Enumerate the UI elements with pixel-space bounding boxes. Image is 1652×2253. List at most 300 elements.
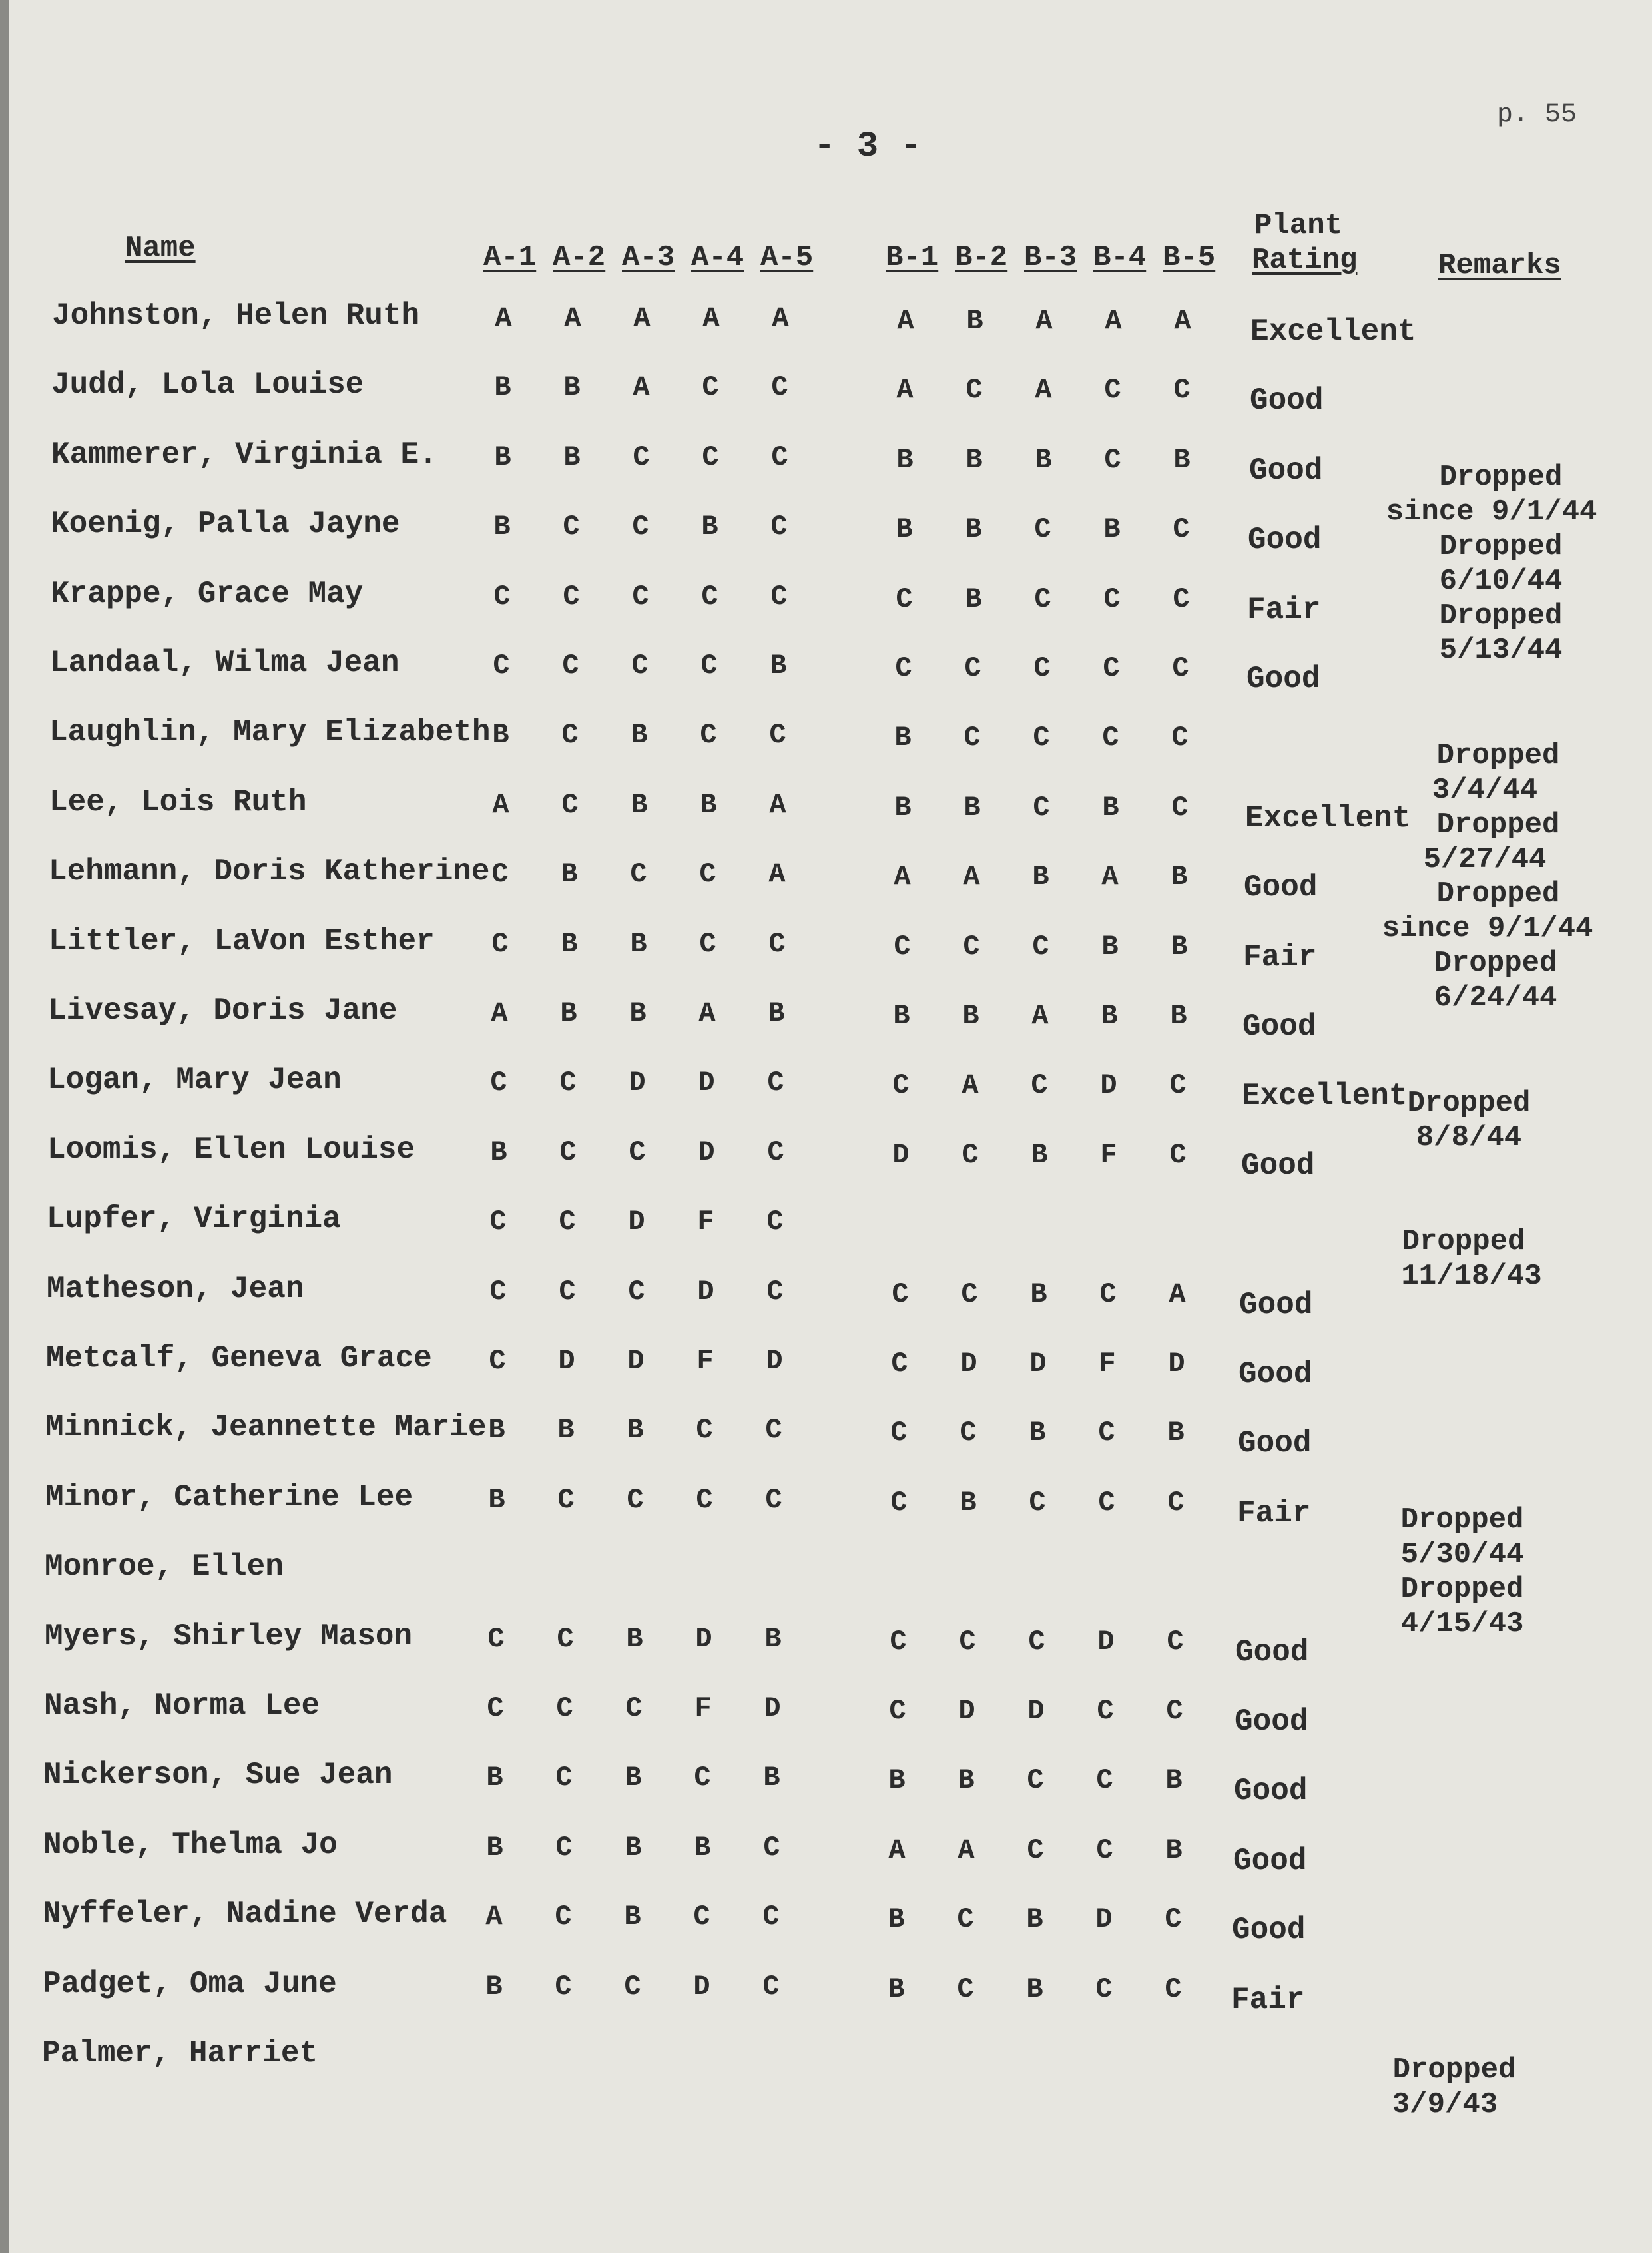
student-name: Nickerson, Sue Jean [43, 1758, 393, 1792]
grade-a2: C [559, 1276, 576, 1308]
grade-a3: C [631, 650, 649, 682]
grade-a1: C [489, 1276, 507, 1308]
grade-a5: A [769, 789, 786, 821]
grade-b2: B [965, 583, 982, 615]
student-name: Koenig, Palla Jayne [51, 507, 400, 541]
grade-b2: A [958, 1834, 975, 1866]
remark-line: Dropped [1436, 808, 1560, 842]
grade-b3: C [1033, 792, 1050, 824]
header-b2: B-2 [955, 241, 1008, 274]
grade-a3: A [633, 302, 651, 334]
remark-line: Dropped [1407, 1087, 1531, 1120]
remark-line: Dropped [1400, 1503, 1524, 1537]
grade-a3: C [624, 1971, 641, 2003]
remark-line: Dropped [1439, 599, 1563, 632]
grade-b2: C [965, 374, 983, 406]
grade-a1: C [490, 1067, 507, 1099]
grade-b3: D [1027, 1695, 1045, 1727]
grade-a1: B [488, 1484, 505, 1516]
grade-a1: B [494, 372, 511, 403]
grade-b1: B [896, 444, 914, 476]
grade-a1: A [492, 789, 509, 821]
header-a3: A-3 [622, 241, 675, 274]
grade-b4: D [1097, 1626, 1115, 1658]
grade-a1: B [486, 1762, 503, 1794]
grade-b2: A [963, 861, 980, 893]
grade-b1: C [896, 583, 913, 615]
grade-b5: B [1173, 444, 1191, 476]
grade-a1: B [492, 719, 509, 751]
remark-line: 8/8/44 [1416, 1121, 1522, 1154]
grade-b4: B [1102, 792, 1119, 824]
grade-b3: B [1035, 444, 1052, 476]
grade-b1: B [888, 1973, 905, 2005]
grade-b3: B [1026, 1973, 1043, 2005]
remark-line: 11/18/43 [1401, 1260, 1542, 1293]
grade-a2: C [556, 1692, 573, 1724]
grade-a1: B [494, 441, 511, 473]
grade-b5: C [1171, 792, 1189, 824]
grade-b4: C [1099, 1278, 1117, 1310]
grade-a2: C [555, 1762, 573, 1794]
grade-b5: C [1173, 374, 1191, 406]
grade-a2: C [557, 1623, 574, 1655]
grade-b1: C [895, 652, 912, 684]
grade-a3: C [627, 1484, 644, 1516]
plant-rating: Good [1244, 870, 1318, 905]
grade-b3: C [1028, 1626, 1045, 1658]
header-b3: B-3 [1024, 241, 1077, 274]
grade-b4: C [1097, 1695, 1114, 1727]
grade-b2: C [960, 1417, 977, 1449]
grade-a3: D [627, 1345, 645, 1377]
remark-line: 5/27/44 [1423, 843, 1547, 876]
grade-b5: A [1169, 1278, 1186, 1310]
plant-rating: Good [1241, 1148, 1315, 1183]
remark-line: 6/10/44 [1439, 565, 1563, 598]
student-name: Krappe, Grace May [51, 577, 364, 611]
grade-b4: D [1095, 1903, 1113, 1935]
grade-b4: C [1098, 1417, 1115, 1449]
grade-a4: C [702, 372, 719, 403]
student-name: Minor, Catherine Lee [45, 1480, 413, 1515]
grade-b2: C [964, 722, 981, 754]
student-name: Nash, Norma Lee [44, 1688, 320, 1723]
grade-b4: C [1098, 1487, 1115, 1519]
grade-a5: C [766, 1276, 784, 1308]
grade-b5: C [1166, 1695, 1183, 1727]
grade-a2: C [555, 1971, 572, 2003]
grade-b3: B [1032, 861, 1049, 893]
plant-rating: Excellent [1250, 314, 1416, 349]
grade-a3: B [625, 1832, 642, 1864]
grade-a3: C [629, 1136, 646, 1168]
grade-b2: B [965, 444, 983, 476]
grade-a5: B [768, 997, 785, 1029]
grade-a3: C [630, 858, 647, 890]
grade-a5: D [766, 1345, 783, 1377]
remark-line: Dropped [1392, 2053, 1516, 2087]
grade-b3: B [1029, 1417, 1046, 1449]
plant-rating: Fair [1247, 593, 1321, 627]
grade-a4: C [699, 928, 716, 960]
grade-a5: C [765, 1484, 782, 1516]
header-remarks: Remarks [1438, 249, 1561, 282]
grade-b4: A [1105, 305, 1122, 337]
grade-b1: C [892, 1278, 909, 1310]
grade-b4: B [1101, 931, 1119, 963]
grade-b2: B [966, 305, 983, 337]
student-name: Logan, Mary Jean [47, 1063, 342, 1097]
grade-a5: C [771, 441, 788, 473]
header-a4: A-4 [691, 241, 744, 274]
grade-b1: C [889, 1695, 906, 1727]
plant-rating: Excellent [1242, 1079, 1408, 1113]
grade-a4: C [701, 581, 718, 613]
grade-b1: C [890, 1626, 907, 1658]
grade-a5: C [762, 1901, 780, 1933]
grade-b1: B [894, 792, 912, 824]
grade-a3: D [628, 1206, 645, 1238]
grade-b5: D [1168, 1348, 1185, 1379]
plant-rating: Good [1248, 523, 1322, 557]
plant-rating: Good [1242, 1009, 1316, 1044]
grade-b3: C [1034, 513, 1051, 545]
grade-a3: C [628, 1276, 645, 1308]
grade-b5: C [1169, 1069, 1187, 1101]
grade-a2: B [561, 858, 578, 890]
plant-rating: Good [1235, 1704, 1308, 1739]
student-name: Johnston, Helen Ruth [52, 298, 420, 333]
grade-b5: B [1165, 1764, 1183, 1796]
remark-line: Dropped [1434, 947, 1557, 980]
plant-rating: Good [1249, 453, 1323, 488]
remark-line: 5/13/44 [1439, 634, 1563, 667]
grade-a4: C [699, 858, 716, 890]
grade-a2: C [563, 581, 580, 613]
grade-b1: B [894, 722, 912, 754]
grade-b2: D [960, 1348, 977, 1379]
grade-a4: B [701, 511, 718, 543]
header-a1: A-1 [483, 241, 537, 274]
grade-b2: B [965, 513, 982, 545]
grade-a3: B [630, 928, 647, 960]
grade-b2: A [962, 1069, 979, 1101]
grade-b3: A [1031, 1000, 1049, 1032]
grade-b4: C [1096, 1764, 1113, 1796]
grade-b5: B [1171, 861, 1188, 893]
grade-b4: F [1099, 1348, 1116, 1379]
grade-a2: B [563, 441, 581, 473]
header-b4: B-4 [1093, 241, 1147, 274]
student-name: Loomis, Ellen Louise [47, 1132, 415, 1167]
page-reference: p. 55 [1497, 100, 1577, 130]
plant-rating: Good [1246, 662, 1320, 696]
plant-rating: Fair [1243, 940, 1317, 975]
grade-b3: D [1029, 1348, 1047, 1379]
grade-b1: A [894, 861, 911, 893]
plant-rating: Good [1238, 1426, 1312, 1461]
grade-a5: C [763, 1832, 780, 1864]
grade-a1: C [487, 1623, 505, 1655]
grade-b2: C [961, 1278, 978, 1310]
grade-b4: B [1103, 513, 1121, 545]
remark-line: Dropped [1436, 739, 1560, 772]
grade-b3: C [1029, 1487, 1046, 1519]
plant-rating: Good [1235, 1635, 1309, 1670]
grade-a2: D [558, 1345, 575, 1377]
grade-a4: D [698, 1067, 715, 1099]
remark-line: since 9/1/44 [1386, 495, 1597, 529]
grade-a5: C [771, 372, 788, 403]
grade-a4: C [700, 719, 717, 751]
grade-a4: C [693, 1901, 710, 1933]
grade-a4: A [698, 997, 716, 1029]
remark-line: 5/30/44 [1400, 1538, 1524, 1571]
grade-a2: C [557, 1484, 575, 1516]
grade-a1: B [485, 1971, 503, 2003]
grade-a1: A [495, 302, 512, 334]
grade-b2: C [962, 1139, 979, 1171]
grade-b5: B [1170, 1000, 1187, 1032]
grade-a2: C [562, 650, 579, 682]
grade-a1: C [487, 1692, 504, 1724]
grade-b2: B [964, 792, 981, 824]
student-name: Lupfer, Virginia [47, 1202, 341, 1236]
grade-b5: C [1173, 583, 1190, 615]
grade-b3: B [1030, 1278, 1047, 1310]
plant-rating: Good [1232, 1913, 1306, 1947]
student-name: Lehmann, Doris Katherine [49, 854, 490, 889]
grade-a3: C [632, 581, 649, 613]
grade-b5: C [1165, 1973, 1182, 2005]
grade-a5: C [762, 1971, 780, 2003]
grade-a1: A [485, 1901, 503, 1933]
grade-a4: F [694, 1692, 712, 1724]
grade-a5: B [763, 1762, 780, 1794]
student-name: Livesay, Doris Jane [48, 993, 398, 1028]
grade-a2: B [557, 1414, 575, 1446]
plant-rating: Good [1234, 1774, 1308, 1808]
grade-b2: C [963, 931, 980, 963]
remark-line: Dropped [1436, 877, 1560, 911]
grade-a5: A [768, 858, 786, 890]
grade-a5: C [770, 511, 788, 543]
grade-b5: C [1171, 722, 1189, 754]
grade-a3: B [624, 1901, 641, 1933]
grade-a2: C [559, 1067, 577, 1099]
plant-rating: Fair [1237, 1496, 1311, 1531]
grade-a4: D [697, 1276, 714, 1308]
remark-line: Dropped [1439, 530, 1563, 563]
plant-rating: Good [1233, 1844, 1307, 1878]
student-name: Landaal, Wilma Jean [50, 646, 400, 680]
grade-a1: B [493, 511, 511, 543]
grade-b3: A [1035, 374, 1052, 406]
grade-b3: C [1033, 722, 1050, 754]
header-a2: A-2 [553, 241, 606, 274]
grade-b1: B [896, 513, 913, 545]
grade-b2: D [958, 1695, 975, 1727]
grade-a5: C [766, 1206, 784, 1238]
grade-b1: C [890, 1417, 908, 1449]
grade-a3: B [627, 1414, 644, 1446]
plant-rating: Excellent [1245, 801, 1411, 836]
grade-a3: B [631, 719, 648, 751]
grade-b5: A [1174, 305, 1191, 337]
grade-a2: B [563, 372, 581, 403]
grade-a4: C [702, 441, 719, 473]
grade-a5: C [767, 1136, 784, 1168]
grade-a3: C [632, 511, 649, 543]
grade-b5: C [1165, 1903, 1182, 1935]
grade-a1: B [488, 1414, 505, 1446]
grade-b5: C [1169, 1139, 1187, 1171]
grade-b5: C [1167, 1487, 1185, 1519]
grade-b2: B [960, 1487, 977, 1519]
student-name: Metcalf, Geneva Grace [46, 1341, 432, 1376]
grade-b2: C [957, 1903, 974, 1935]
header-b5: B-5 [1163, 241, 1216, 274]
grade-b2: C [959, 1626, 976, 1658]
grade-b3: C [1032, 931, 1049, 963]
grade-b5: C [1172, 652, 1189, 684]
grade-a4: C [696, 1484, 713, 1516]
grade-a4: C [700, 650, 718, 682]
remark-line: Dropped [1439, 461, 1563, 494]
grade-a1: C [491, 928, 509, 960]
page-number: - 3 - [814, 126, 922, 167]
student-name: Minnick, Jeannette Marie [45, 1410, 487, 1445]
plant-rating: Fair [1231, 1983, 1305, 2017]
grade-b3: C [1027, 1834, 1044, 1866]
grade-a4: A [702, 302, 720, 334]
grade-b5: B [1167, 1417, 1185, 1449]
grade-a1: A [491, 997, 508, 1029]
grade-a2: C [563, 511, 580, 543]
grade-a5: C [767, 1067, 784, 1099]
grade-a5: B [770, 650, 787, 682]
grade-a2: C [555, 1832, 573, 1864]
grade-b5: C [1173, 513, 1190, 545]
grade-a3: A [633, 372, 650, 403]
student-name: Nyffeler, Nadine Verda [43, 1897, 447, 1931]
grade-a5: C [769, 719, 786, 751]
grade-b4: C [1104, 444, 1121, 476]
grade-b3: C [1034, 583, 1051, 615]
student-name: Myers, Shirley Mason [45, 1619, 413, 1654]
header-b1: B-1 [886, 241, 939, 274]
grade-b2: C [957, 1973, 974, 2005]
grade-b2: B [962, 1000, 979, 1032]
header-rating: Rating [1252, 244, 1358, 277]
grade-b3: C [1033, 652, 1051, 684]
grade-b4: C [1095, 1973, 1113, 2005]
remark-line: 6/24/44 [1434, 981, 1557, 1015]
grade-a2: C [555, 1901, 572, 1933]
plant-rating: Good [1250, 383, 1324, 418]
student-name: Monroe, Ellen [45, 1549, 284, 1584]
student-name: Padget, Oma June [43, 1967, 337, 2001]
grade-a2: B [560, 997, 577, 1029]
grade-a5: C [770, 581, 788, 613]
grade-b1: A [896, 374, 914, 406]
plant-rating: Good [1239, 1288, 1313, 1322]
student-name: Kammerer, Virginia E. [51, 437, 437, 472]
grade-b1: B [893, 1000, 910, 1032]
student-name: Noble, Thelma Jo [43, 1828, 338, 1862]
grade-b4: A [1101, 861, 1119, 893]
grade-a2: C [561, 719, 579, 751]
student-name: Lee, Lois Ruth [49, 785, 307, 820]
student-name: Littler, LaVon Esther [49, 924, 435, 959]
grade-a2: C [559, 1206, 576, 1238]
grade-b4: C [1096, 1834, 1113, 1866]
grade-b4: C [1103, 583, 1121, 615]
grade-b1: B [888, 1764, 906, 1796]
remark-line: 4/15/43 [1400, 1607, 1524, 1640]
grade-b1: C [894, 931, 911, 963]
grade-b4: C [1102, 722, 1119, 754]
grade-b4: B [1101, 1000, 1118, 1032]
grade-a5: C [765, 1414, 782, 1446]
remark-line: Dropped [1402, 1225, 1525, 1258]
grade-a5: A [772, 302, 789, 334]
grade-a3: B [625, 1762, 642, 1794]
page-edge [0, 0, 9, 2253]
grade-a4: D [695, 1623, 712, 1655]
grade-a4: B [694, 1832, 711, 1864]
grade-b3: B [1031, 1139, 1048, 1171]
grade-a3: C [625, 1692, 643, 1724]
grade-a4: C [694, 1762, 711, 1794]
grade-b3: B [1026, 1903, 1043, 1935]
grade-a1: B [486, 1832, 503, 1864]
grade-b4: C [1103, 652, 1120, 684]
remark-line: since 9/1/44 [1382, 912, 1593, 945]
grade-b1: C [890, 1487, 908, 1519]
grade-b4: C [1104, 374, 1121, 406]
grade-a4: D [693, 1971, 710, 2003]
grade-b5: B [1165, 1834, 1183, 1866]
header-a5: A-5 [760, 241, 814, 274]
grade-b3: A [1035, 305, 1053, 337]
grade-a4: F [696, 1345, 714, 1377]
grade-b5: B [1171, 931, 1188, 963]
grade-a3: D [629, 1067, 646, 1099]
remark-line: Dropped [1400, 1573, 1524, 1606]
remark-line: 3/4/44 [1432, 774, 1538, 807]
grade-a2: A [564, 302, 581, 334]
grade-b1: B [888, 1903, 905, 1935]
student-name: Laughlin, Mary Elizabeth [49, 715, 491, 750]
grade-a1: C [489, 1345, 506, 1377]
remark-line: 3/9/43 [1392, 2088, 1498, 2121]
grade-a4: C [696, 1414, 713, 1446]
grade-a5: B [764, 1623, 782, 1655]
grade-a3: B [626, 1623, 643, 1655]
grade-a4: B [700, 789, 717, 821]
grade-a4: D [698, 1136, 715, 1168]
grade-b2: B [958, 1764, 975, 1796]
grade-b2: C [964, 652, 981, 684]
grade-a1: C [493, 650, 510, 682]
grade-a3: B [629, 997, 647, 1029]
student-name: Matheson, Jean [47, 1272, 304, 1306]
grade-a2: B [561, 928, 578, 960]
grade-a1: B [490, 1136, 507, 1168]
grade-a1: C [491, 858, 509, 890]
